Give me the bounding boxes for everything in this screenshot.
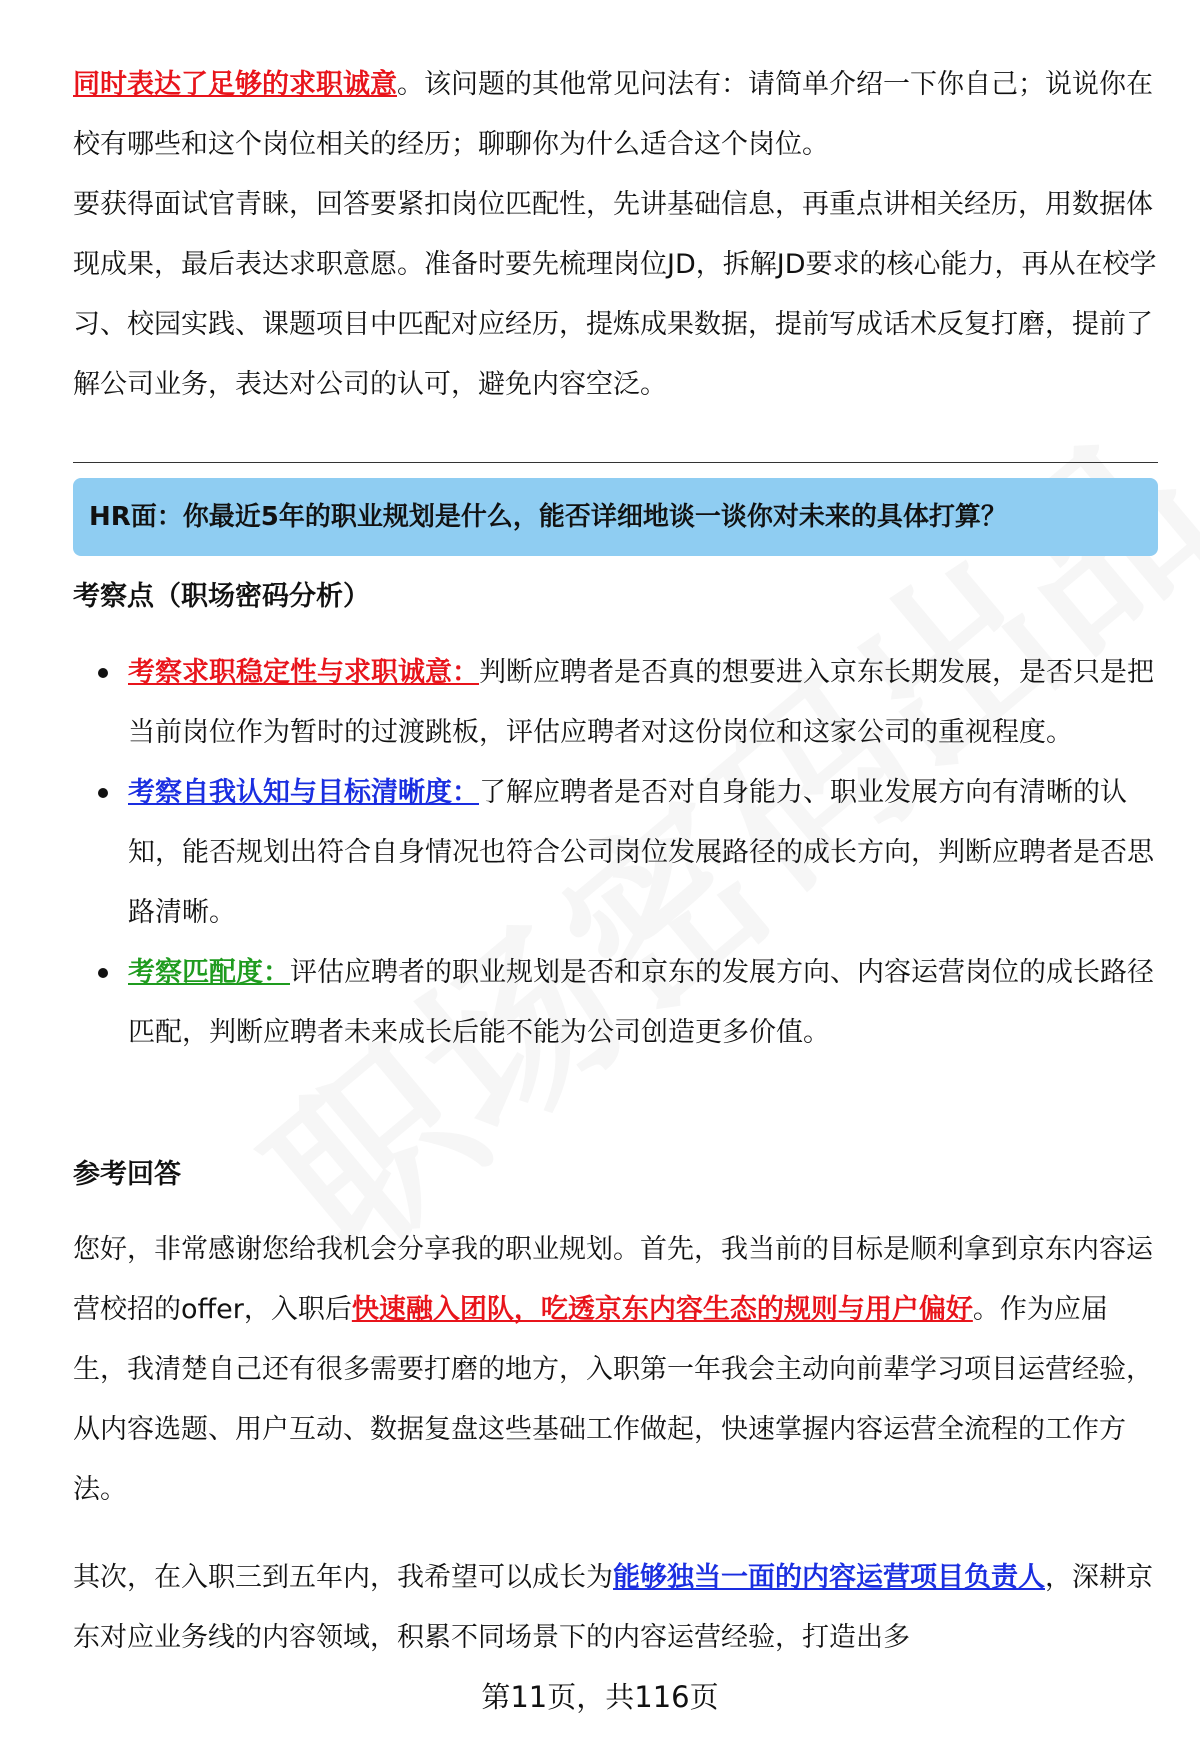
page-number: 第11页，共116页: [481, 1680, 719, 1714]
point-title: 考察求职稳定性与求职诚意：: [128, 657, 479, 688]
bullet-icon: [98, 968, 108, 978]
bullet-icon: [98, 788, 108, 798]
point-text: 了解应聘者是否对自身能力、职业发展方向有清晰的认知，能否规划出符合自身情况也符合公司岗位发展路径的成长方向，判断应聘者是否思路清晰。: [128, 777, 1154, 928]
intro-paragraph-1: [73, 55, 1158, 175]
list-item: [128, 763, 1158, 943]
divider: [73, 462, 1158, 463]
body-text: ，深耕京东对应业务线的内容领域，积累不同场景下的内容运营经验，打造出多: [73, 1562, 1153, 1653]
answer-heading: 参考回答: [73, 1159, 181, 1190]
point-text: 判断应聘者是否真的想要进入京东长期发展，是否只是把当前岗位作为暂时的过渡跳板，评估应聘者对这份岗位和这家公司的重视程度。: [128, 657, 1154, 748]
highlight-text: 能够独当一面的内容运营项目负责人: [613, 1562, 1045, 1593]
point-text: 评估应聘者的职业规划是否和京东的发展方向、内容运营岗位的成长路径匹配，判断应聘者未来成长后能不能为公司创造更多价值。: [128, 957, 1154, 1048]
point-title: 考察匹配度：: [128, 957, 290, 988]
body-text: 其次，在入职三到五年内，我希望可以成长为: [73, 1562, 613, 1593]
answer-paragraph-1: [73, 1220, 1158, 1520]
answer-paragraph-2: [73, 1548, 1158, 1668]
point-title: 考察自我认知与目标清晰度：: [128, 777, 479, 808]
question-box: HR面：你最近5年的职业规划是什么，能否详细地谈一谈你对未来的具体打算？: [73, 478, 1158, 556]
list-item: [128, 943, 1158, 1063]
bullet-icon: [98, 668, 108, 678]
body-text: 。作为应届生，我清楚自己还有很多需要打磨的地方，入职第一年我会主动向前辈学习项目运营经验，从内容选题、用户互动、数据复盘这些基础工作做起，快速掌握内容运营全流程的工作方法。: [73, 1294, 1153, 1505]
highlight-text: 快速融入团队，吃透京东内容生态的规则与用户偏好: [351, 1294, 973, 1325]
intro-paragraph-2: 要获得面试官青睐，回答要紧扣岗位匹配性，先讲基础信息，再重点讲相关经历，用数据体现成果，最后表达求职意愿。准备时要先梳理岗位JD，拆解JD要求的核心能力，再从在校学习、校园实践、课题项目中匹配对应经历，提炼成果数据，提前写成话术反复打磨，提前了解公司业务，表达对公司的认可，避免内容空泛。: [73, 189, 1157, 400]
highlight-text: 同时表达了足够的求职诚意: [73, 69, 397, 100]
analysis-points: [73, 643, 1158, 1063]
body-text: 。该问题的其他常见问法有：请简单介绍一下你自己；说说你在校有哪些和这个岗位相关的经历；聊聊你为什么适合这个岗位。: [73, 69, 1153, 160]
body-text: 您好，非常感谢您给我机会分享我的职业规划。首先，我当前的目标是顺利拿到京东内容运营校招的offer，入职后: [73, 1234, 1153, 1325]
analysis-heading: 考察点（职场密码分析）: [73, 581, 370, 612]
list-item: [128, 643, 1158, 763]
